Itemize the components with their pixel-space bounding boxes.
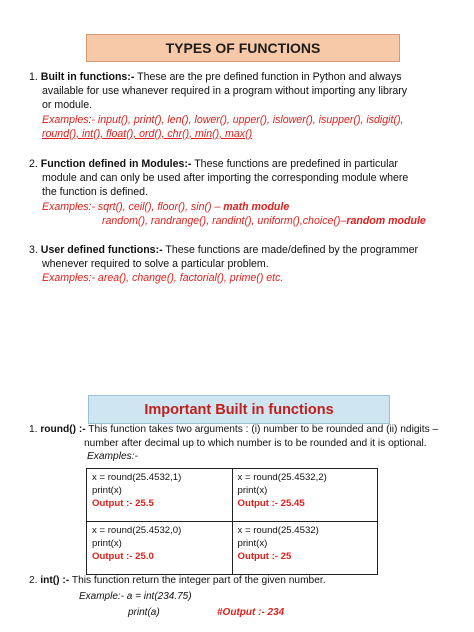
- section-built-in: [29, 70, 459, 141]
- important-functions-title: Important Built in functions: [88, 395, 390, 424]
- section-number: 1.: [29, 424, 38, 435]
- code-line: print(x): [237, 485, 268, 496]
- section-desc-line: module and can only be used after importing the corresponding module where: [42, 172, 409, 185]
- examples-label: Examples:-: [42, 200, 95, 213]
- section-desc-line: These functions are made/defined by the programmer: [162, 244, 419, 256]
- round-examples-table: [86, 468, 378, 575]
- code-line: print(x): [237, 538, 268, 549]
- section-heading: Function defined in Modules:-: [40, 158, 192, 170]
- table-cell: [87, 522, 233, 575]
- output-text: Output :- 25.45: [237, 498, 305, 509]
- examples-line: random(), randrange(), randint(), uniform(),choice()–: [102, 214, 347, 227]
- round-section: [29, 423, 469, 464]
- module-name: random module: [346, 214, 426, 227]
- page-title: TYPES OF FUNCTIONS: [86, 34, 400, 62]
- example-label: Example:-: [79, 591, 125, 602]
- module-name: math module: [220, 200, 290, 213]
- examples-line: area(), change(), factorial(), prime() etc.: [94, 272, 284, 285]
- section-number: 2.: [29, 158, 38, 170]
- section-desc-line: These are the pre defined function in Python and always: [134, 71, 402, 83]
- table-cell: [232, 522, 378, 575]
- examples-line: round(), int(), float(), ord(), chr(), min(), max(): [42, 127, 253, 140]
- section-number: 2.: [29, 575, 38, 586]
- section-heading: User defined functions:-: [40, 244, 163, 256]
- table-row: [87, 522, 378, 575]
- section-number: 3.: [29, 244, 38, 256]
- section-modules: [29, 157, 459, 228]
- section-desc: This function return the integer part of the given number.: [69, 575, 326, 586]
- section-desc-line: whenever required to solve a particular problem.: [42, 258, 269, 271]
- section-user-defined: [29, 243, 459, 286]
- output-text: Output :- 25: [237, 551, 292, 562]
- table-row: [87, 469, 378, 522]
- section-desc-line: This function takes two arguments : (i) number to be rounded and (ii) ndigits –: [85, 424, 439, 435]
- section-desc-line: number after decimal up to which number is to be rounded and it is optional.: [84, 437, 427, 449]
- examples-label: Examples:-: [87, 451, 138, 463]
- section-heading: round() :-: [40, 424, 86, 435]
- output-text: Output :- 25.5: [92, 498, 154, 509]
- section-desc-line: available for use whanever required in a program without importing any library: [42, 85, 408, 98]
- section-desc-line: These functions are predefined in particular: [191, 158, 398, 170]
- code-line: x = round(25.4532): [237, 525, 319, 536]
- code-line: print(a): [128, 607, 160, 618]
- int-section: [29, 574, 469, 588]
- examples-line: sqrt(), ceil(), floor(), sin() –: [94, 200, 221, 213]
- examples-label: Examples:-: [42, 113, 95, 126]
- examples-label: Examples:-: [42, 272, 95, 285]
- output-text: Output :- 25.0: [92, 551, 154, 562]
- code-line: print(x): [92, 485, 122, 496]
- section-heading: int() :-: [40, 575, 70, 586]
- code-line: x = round(25.4532,2): [237, 472, 327, 483]
- table-cell: [87, 469, 233, 522]
- code-line: a = int(234.75): [124, 591, 192, 602]
- section-desc-line: or module.: [42, 99, 93, 112]
- output-text: #Output :- 234: [217, 607, 285, 618]
- code-line: x = round(25.4532,0): [92, 525, 182, 536]
- section-number: 1.: [29, 71, 38, 83]
- section-heading: Built in functions:-: [40, 71, 135, 83]
- examples-line: input(), print(), len(), lower(), upper(), islower(), isupper(), isdigit(),: [94, 113, 404, 126]
- code-line: x = round(25.4532,1): [92, 472, 182, 483]
- section-desc-line: the function is defined.: [42, 186, 149, 199]
- code-line: print(x): [92, 538, 122, 549]
- table-cell: [232, 469, 378, 522]
- int-example: [79, 591, 192, 602]
